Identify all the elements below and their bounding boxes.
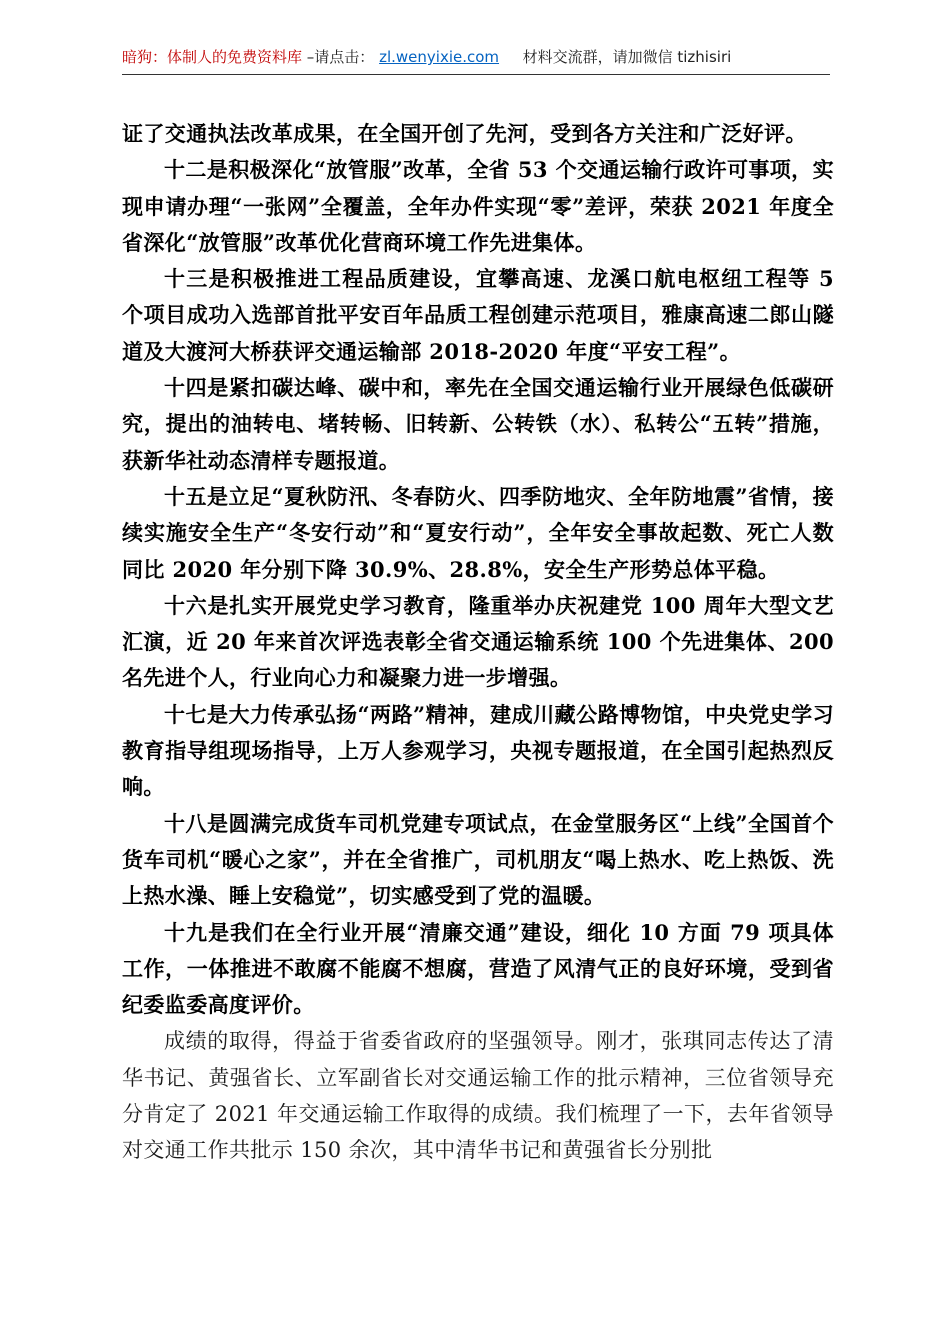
paragraph-item-18: 十八是圆满完成货车司机党建专项试点，在金堂服务区“上线”全国首个货车司机“暖心之家”，并在全省推广，司机朋友“喝上热水、吃上热饭、洗上热水澡、睡上安稳觉”，切实感受到了党的温暖。: [122, 810, 834, 909]
paragraph-item-16: 十六是扎实开展党史学习教育，隆重举办庆祝建党 100 周年大型文艺汇演，近 20 年来首次评选表彰全省交通运输系统 100 个先进集体、200 名先进个人，行业向心力和凝聚力进一步增强。: [122, 592, 834, 691]
header-prompt: –请点击：: [306, 48, 375, 66]
header-contact: 材料交流群，请加微信 tizhisiri: [522, 48, 732, 66]
paragraph-item-17: 十七是大力传承弘扬“两路”精神，建成川藏公路博物馆，中央党史学习教育指导组现场指导，上万人参观学习，央视专题报道，在全国引起热烈反响。: [122, 701, 834, 800]
paragraph-summary: 成绩的取得，得益于省委省政府的坚强领导。刚才，张琪同志传达了清华书记、黄强省长、立军副省长对交通运输工作的批示精神，三位省领导充分肯定了 2021 年交通运输工作取得的成绩。我们梳理了一下，去年省领导对交通工作共批示 150 余次，其中清华书记和黄强省长分别批: [122, 1029, 834, 1163]
page-header: [122, 44, 828, 70]
header-brand: 暗狗：体制人的免费资料库: [122, 48, 303, 66]
header-link[interactable]: zl.wenyixie.com: [379, 48, 500, 66]
paragraph-item-15: 十五是立足“夏秋防汛、冬春防火、四季防地灾、全年防地震”省情，接续实施安全生产“冬安行动”和“夏安行动”，全年安全事故起数、死亡人数同比 2020 年分别下降 30.9%、28.8%，安全生产形势总体平稳。: [122, 483, 834, 582]
paragraph-item-12: 十二是积极深化“放管服”改革，全省 53 个交通运输行政许可事项，实现申请办理“一张网”全覆盖，全年办件实现“零”差评，荣获 2021 年度全省深化“放管服”改革优化营商环境工作先进集体。: [122, 157, 834, 255]
paragraph-item-13: 十三是积极推进工程品质建设，宜攀高速、龙溪口航电枢纽工程等 5 个项目成功入选部首批平安百年品质工程创建示范项目，雅康高速二郎山隧道及大渡河大桥获评交通运输部 2018-2020 年度“平安工程”。: [122, 266, 834, 364]
paragraph-continuation: 证了交通执法改革成果，在全国开创了先河，受到各方关注和广泛好评。: [122, 121, 807, 146]
paragraph-item-19: 十九是我们在全行业开展“清廉交通”建设，细化 10 方面 79 项具体工作，一体推进不敢腐不能腐不想腐，营造了风清气正的良好环境，受到省纪委监委高度评价。: [122, 919, 834, 1018]
document-body: [122, 116, 834, 1169]
paragraph-item-14: 十四是紧扣碳达峰、碳中和，率先在全国交通运输行业开展绿色低碳研究，提出的油转电、堵转畅、旧转新、公转铁（水）、私转公“五转”措施，获新华社动态清样专题报道。: [122, 375, 834, 473]
header-divider: [122, 74, 830, 75]
